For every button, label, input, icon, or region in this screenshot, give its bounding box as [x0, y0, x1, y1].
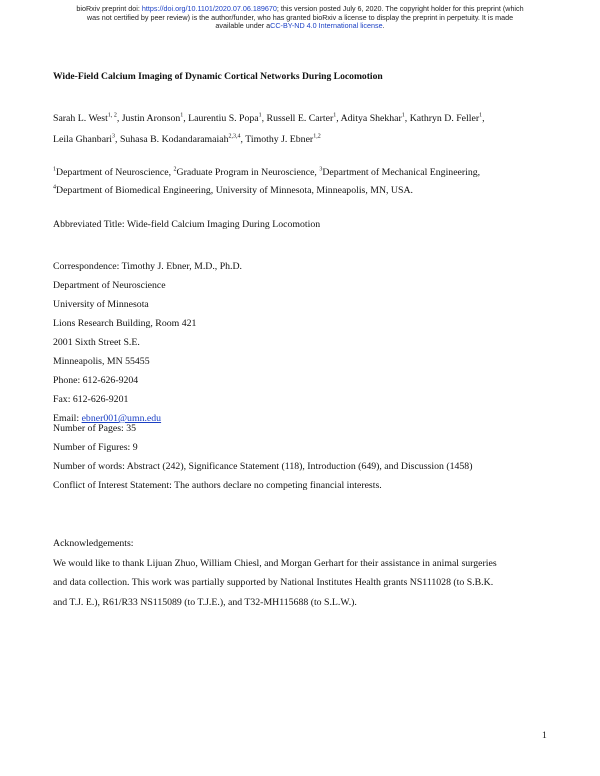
acknowledgements-line: and T.J. E.), R61/R33 NS115089 (to T.J.E.), and T32-MH115688 (to S.L.W.).	[53, 596, 357, 608]
doi-link[interactable]: https://doi.org/10.1101/2020.07.06.189670	[141, 4, 277, 13]
affiliation-line-2: $^4$Department of Biomedical Engineering, University of Minnesota, Minneapolis, MN, USA.	[53, 184, 413, 196]
page-number: 1	[542, 730, 547, 741]
banner-line-1: bioRxiv preprint doi: https://doi.org/10.1101/2020.07.06.189670; this version posted July 6, 2020. The copyright holder for this preprint (which	[76, 4, 524, 13]
author: Aditya Shekhar$^1$	[340, 112, 405, 124]
author: Sarah L. West$^{1, 2}$	[53, 112, 117, 124]
author: Suhasa B. Kodandaramaiah$^{2,3,4}$	[119, 133, 241, 145]
word-count: Number of words: Abstract (242), Significance Statement (118), Introduction (649), and Discussion (1458)	[53, 461, 473, 472]
preprint-banner	[40, 5, 560, 31]
author: Timothy J. Ebner$^{1,2}$	[245, 133, 321, 145]
correspondence-name: Correspondence: Timothy J. Ebner, M.D., Ph.D.	[53, 261, 243, 272]
correspondence-building: Lions Research Building, Room 421	[53, 318, 197, 329]
paper-title: Wide-Field Calcium Imaging of Dynamic Cortical Networks During Locomotion	[53, 71, 383, 82]
conflict-statement: Conflict of Interest Statement: The authors declare no competing financial interests.	[53, 480, 382, 491]
acknowledgements-heading: Acknowledgements:	[53, 538, 134, 549]
acknowledgements-line: and data collection. This work was partially supported by National Institutes Health grants NS111028 (to S.B.K.	[53, 577, 494, 588]
correspondence-fax: Fax: 612-626-9201	[53, 394, 129, 405]
banner-line-2: was not certified by peer review) is the author/funder, who has granted bioRxiv a license to display the preprint in perpetuity. It is made	[86, 12, 514, 22]
author-line-1: Sarah L. West$^{1, 2}$, Justin Aronson$^1$, Laurentiu S. Popa$^1$, Russell E. Carter$^1$, Aditya Shekhar$^1$, Kathryn D. Feller$^1$,	[53, 112, 485, 124]
correspondence-city: Minneapolis, MN 55455	[53, 356, 150, 367]
license-link[interactable]: CC-BY-ND 4.0 International license	[270, 21, 383, 31]
acknowledgements-line: We would like to thank Lijuan Zhuo, William Chiesl, and Morgan Gerhart for their assistance in animal surgeries	[53, 557, 497, 569]
author: Laurentiu S. Popa$^1$	[188, 112, 262, 124]
author: Kathryn D. Feller$^1$	[409, 112, 483, 124]
correspondence-street: 2001 Sixth Street S.E.	[53, 337, 140, 348]
author: Justin Aronson$^1$	[121, 112, 184, 124]
figure-count: Number of Figures: 9	[53, 442, 138, 453]
correspondence-block	[53, 257, 242, 428]
correspondence-phone: Phone: 612-626-9204	[53, 375, 139, 386]
email-link[interactable]: ebner001@umn.edu	[81, 413, 162, 424]
correspondence-dept: Department of Neuroscience	[53, 280, 166, 291]
author: Russell E. Carter$^1$	[266, 112, 337, 124]
author: Leila Ghanbari$^3$	[53, 133, 116, 145]
banner-line-3: available under aCC-BY-ND 4.0 International license.	[215, 21, 385, 31]
acknowledgements	[53, 534, 497, 612]
author-list	[53, 108, 485, 150]
author-line-2: Leila Ghanbari$^3$, Suhasa B. Kodandaramaiah$^{2,3,4}$, Timothy J. Ebner$^{1,2}$	[53, 133, 321, 145]
affiliations	[53, 164, 480, 200]
page-count: Number of Pages: 35	[53, 423, 136, 434]
affiliation-line-1: $^1$Department of Neuroscience, $^2$Graduate Program in Neuroscience, $^3$Department of Mechanical Engineering,	[53, 166, 481, 178]
manuscript-counts	[53, 419, 472, 495]
abbreviated-title: Abbreviated Title: Wide-field Calcium Imaging During Locomotion	[53, 219, 321, 230]
correspondence-univ: University of Minnesota	[53, 299, 149, 310]
correspondence-email: Email: ebner001@umn.edu	[53, 413, 162, 424]
